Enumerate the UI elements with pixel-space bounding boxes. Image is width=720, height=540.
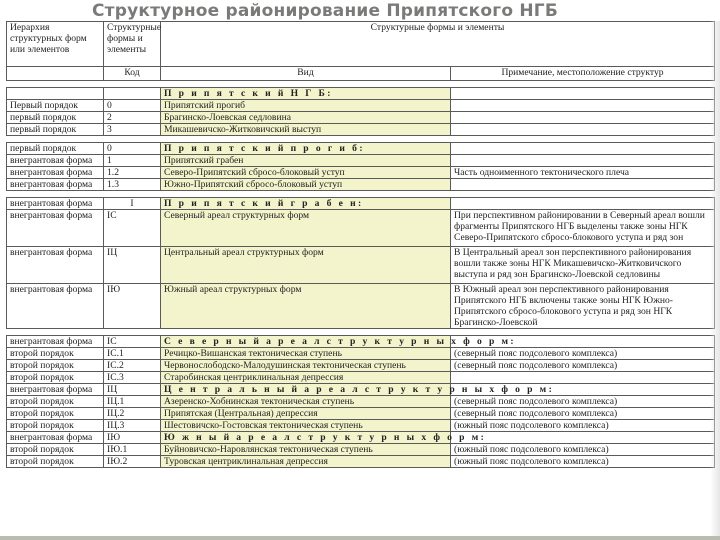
table-row <box>7 348 715 360</box>
code-cell <box>104 88 161 100</box>
note-cell: (северный пояс подсолевого комплекса) <box>451 348 715 360</box>
note-cell <box>451 155 715 167</box>
name-cell: Припятский грабен <box>161 155 451 167</box>
note-cell: (северный пояс подсолевого комплекса) <box>451 396 715 408</box>
header-row-2 <box>7 67 715 81</box>
code-cell: IС.2 <box>104 360 161 372</box>
separator-cell <box>7 81 715 88</box>
section-separator <box>7 191 715 198</box>
level-cell: внегрантовая форма <box>7 284 104 329</box>
name-cell: С е в е р н ы й а р е а л с т р у к т у р н ы х ф о р м: <box>161 336 451 348</box>
separator-cell <box>7 136 715 143</box>
slide-title: Структурное районирование Припятского НГБ <box>92 1 558 21</box>
code-cell: IЦ <box>104 384 161 396</box>
note-cell <box>451 100 715 112</box>
header-name: Вид <box>161 67 451 81</box>
name-cell: Центральный ареал структурных форм <box>161 247 451 284</box>
level-cell: внегрантовая форма <box>7 167 104 179</box>
name-cell: Микашевичско-Житковичский выступ <box>161 124 451 136</box>
table-row <box>7 336 715 348</box>
table-row <box>7 247 715 284</box>
table-row <box>7 432 715 444</box>
level-cell: внегрантовая форма <box>7 179 104 191</box>
note-cell: (южный пояс подсолевого комплекса) <box>451 444 715 456</box>
level-cell <box>7 88 104 100</box>
level-cell: первый порядок <box>7 124 104 136</box>
note-cell: При перспективном районировании в Северный ареал вошли фрагменты Припятского НГБ выделены также зоны НГК Северо-Припятского сбросо-блокового уступа и ряд зон <box>451 210 715 247</box>
table-row <box>7 456 715 468</box>
note-cell: (северный пояс подсолевого комплекса) <box>451 408 715 420</box>
level-cell: второй порядок <box>7 360 104 372</box>
table-row <box>7 444 715 456</box>
note-cell: В Южный ареал зон перспективного районирования Припятского НГБ включены также зоны НГК Южно-Припятского сбросо-блокового уступа и ряд зон НГК Брагинско-Лоевской <box>451 284 715 329</box>
note-cell <box>451 112 715 124</box>
name-cell: Южный ареал структурных форм <box>161 284 451 329</box>
structure-table <box>6 21 715 468</box>
code-cell: IЮ.1 <box>104 444 161 456</box>
note-cell <box>451 88 715 100</box>
structure-table-sheet <box>6 21 714 538</box>
table-row <box>7 112 715 124</box>
name-cell: П р и п я т с к и й п р о г и б: <box>161 143 451 155</box>
header-note: Примечание, местоположение структур <box>451 67 715 81</box>
code-cell: 2 <box>104 112 161 124</box>
note-cell: Часть одноименного тектонического плеча <box>451 167 715 179</box>
code-cell: IЦ.3 <box>104 420 161 432</box>
level-cell: второй порядок <box>7 420 104 432</box>
table-row <box>7 100 715 112</box>
name-cell: Речицко-Вишанская тектоническая ступень <box>161 348 451 360</box>
header-structural-forms: Структурные формы и элементы <box>104 22 161 67</box>
name-cell: Северо-Припятский сбросо-блоковый уступ <box>161 167 451 179</box>
table-row <box>7 198 715 210</box>
level-cell: внегрантовая форма <box>7 336 104 348</box>
header-code: Код <box>104 67 161 81</box>
section-separator <box>7 329 715 336</box>
level-cell: второй порядок <box>7 456 104 468</box>
table-row <box>7 88 715 100</box>
note-cell: (северный пояс подсолевого комплекса) <box>451 360 715 372</box>
code-cell: IЦ.2 <box>104 408 161 420</box>
table-row <box>7 360 715 372</box>
table-row <box>7 155 715 167</box>
level-cell: внегрантовая форма <box>7 247 104 284</box>
name-cell: П р и п я т с к и й г р а б е н: <box>161 198 451 210</box>
level-cell: внегрантовая форма <box>7 198 104 210</box>
code-cell: 1.3 <box>104 179 161 191</box>
name-cell: П р и п я т с к и й Н Г Б: <box>161 88 451 100</box>
level-cell: внегрантовая форма <box>7 432 104 444</box>
table-body <box>7 22 715 468</box>
code-cell: IС <box>104 336 161 348</box>
table-row <box>7 372 715 384</box>
level-cell: первый порядок <box>7 112 104 124</box>
name-cell: Северный ареал структурных форм <box>161 210 451 247</box>
level-cell: Первый порядок <box>7 100 104 112</box>
note-cell <box>451 143 715 155</box>
table-row <box>7 420 715 432</box>
name-cell: Старобинская центриклинальная депрессия <box>161 372 451 384</box>
table-row <box>7 210 715 247</box>
level-cell: второй порядок <box>7 348 104 360</box>
level-cell: внегрантовая форма <box>7 384 104 396</box>
header-row-1 <box>7 22 715 67</box>
level-cell: внегрантовая форма <box>7 155 104 167</box>
table-row <box>7 384 715 396</box>
table-row <box>7 284 715 329</box>
table-row <box>7 124 715 136</box>
name-cell: Туровская центриклинальная депрессия <box>161 456 451 468</box>
section-separator <box>7 136 715 143</box>
level-cell: внегрантовая форма <box>7 210 104 247</box>
code-cell: 0 <box>104 100 161 112</box>
name-cell: Южно-Припятский сбросо-блоковый уступ <box>161 179 451 191</box>
note-cell <box>451 432 715 444</box>
table-row <box>7 396 715 408</box>
header-forms-elements: Структурные формы и элементы <box>161 22 715 67</box>
name-cell: Ю ж н ы й а р е а л с т р у к т у р н ы х ф о р м: <box>161 432 451 444</box>
note-cell: В Центральный ареал зон перспективного районирования вошли также зоны НГК Микашевичско-Житковичского выступа и ряд зон Брагинско-Лоевской седловины <box>451 247 715 284</box>
level-cell: первый порядок <box>7 143 104 155</box>
code-cell: IС <box>104 210 161 247</box>
separator-cell <box>7 329 715 336</box>
name-cell: Ц е н т р а л ь н ы й а р е а л с т р у к т у р н ы х ф о р м: <box>161 384 451 396</box>
name-cell: Червонослободско-Малодушинская тектоническая ступень <box>161 360 451 372</box>
name-cell: Припятский прогиб <box>161 100 451 112</box>
note-cell <box>451 198 715 210</box>
bottom-strip <box>0 536 720 540</box>
code-cell: IС.3 <box>104 372 161 384</box>
level-cell: второй порядок <box>7 444 104 456</box>
note-cell: (южный пояс подсолевого комплекса) <box>451 420 715 432</box>
table-row <box>7 179 715 191</box>
code-cell: IЮ.2 <box>104 456 161 468</box>
code-cell: IЦ.1 <box>104 396 161 408</box>
code-cell: IЮ <box>104 432 161 444</box>
side-shadow <box>710 21 720 540</box>
note-cell <box>451 124 715 136</box>
level-cell: второй порядок <box>7 372 104 384</box>
name-cell: Буйновичско-Наровлянская тектоническая ступень <box>161 444 451 456</box>
level-cell: второй порядок <box>7 396 104 408</box>
code-cell: IЮ <box>104 284 161 329</box>
note-cell: (южный пояс подсолевого комплекса) <box>451 456 715 468</box>
code-cell: IС.1 <box>104 348 161 360</box>
level-cell: второй порядок <box>7 408 104 420</box>
code-cell: 0 <box>104 143 161 155</box>
note-cell <box>451 372 715 384</box>
note-cell <box>451 179 715 191</box>
header-empty <box>7 67 104 81</box>
header-hierarchy: Иерархия структурных форм или элементов <box>7 22 104 67</box>
table-row <box>7 408 715 420</box>
code-cell: 1.2 <box>104 167 161 179</box>
section-separator <box>7 81 715 88</box>
code-cell: IЦ <box>104 247 161 284</box>
name-cell: Брагинско-Лоевская седловина <box>161 112 451 124</box>
table-row <box>7 167 715 179</box>
name-cell: Припятская (Центральная) депрессия <box>161 408 451 420</box>
code-cell: I <box>104 198 161 210</box>
code-cell: 3 <box>104 124 161 136</box>
code-cell: 1 <box>104 155 161 167</box>
name-cell: Шестовичско-Гостовская тектоническая ступень <box>161 420 451 432</box>
table-row <box>7 143 715 155</box>
separator-cell <box>7 191 715 198</box>
title-bar <box>0 0 720 22</box>
name-cell: Азеренско-Хобнинская тектоническая ступень <box>161 396 451 408</box>
